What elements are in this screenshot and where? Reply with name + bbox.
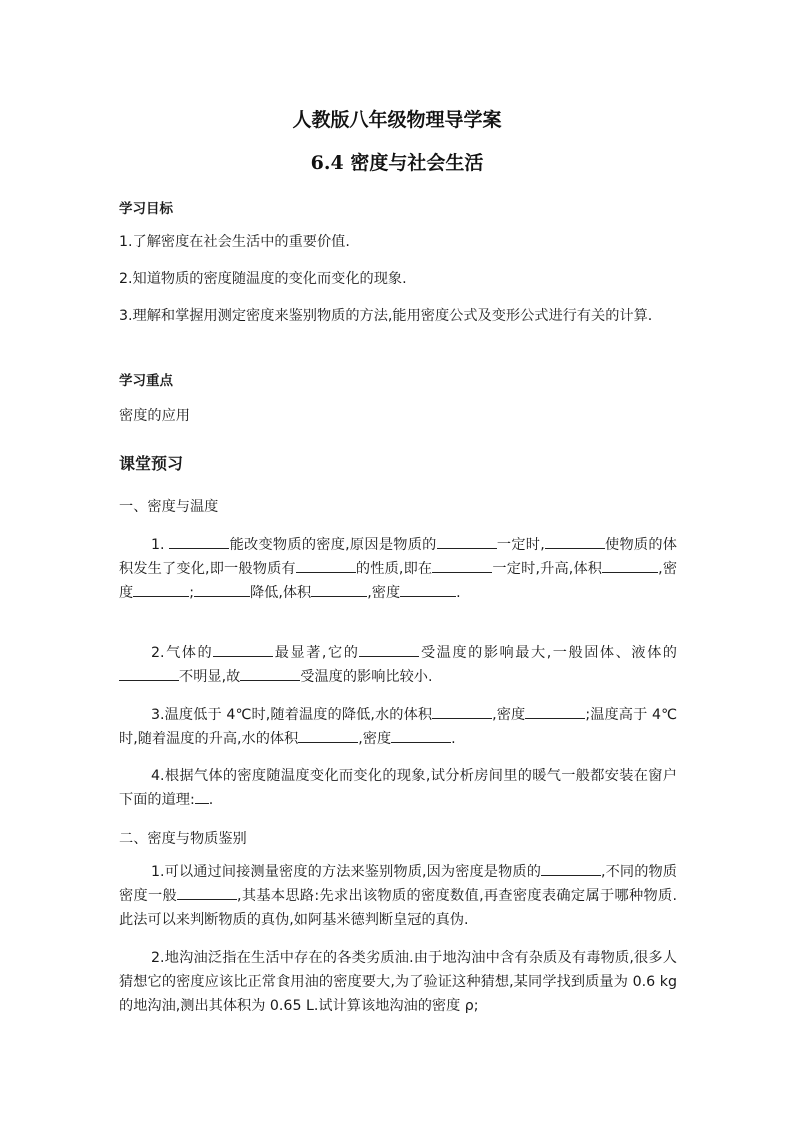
- answer-blank[interactable]: [432, 557, 492, 573]
- answer-blank[interactable]: [195, 788, 209, 804]
- answer-blank[interactable]: [119, 665, 179, 681]
- answer-blank[interactable]: [194, 581, 250, 597]
- lesson-title: 6.4 密度与社会生活: [310, 152, 484, 174]
- page-title: 人教版八年级物理导学案: [292, 109, 502, 131]
- answer-blank[interactable]: [169, 533, 229, 549]
- answer-blank[interactable]: [240, 665, 300, 681]
- question-4: 4.根据气体的密度随温度变化而变化的现象,试分析房间里的暖气一般都安装在窗户下面的道理: .: [119, 768, 677, 808]
- answer-blank[interactable]: [177, 884, 237, 900]
- answer-blank[interactable]: [213, 641, 273, 657]
- answer-blank[interactable]: [298, 727, 358, 743]
- question-5: 1.可以通过间接测量密度的方法来鉴别物质,因为密度是物质的 ,不同的物质密度一般 ,其基本思路:先求出该物质的密度数值,再查密度表确定属于哪种物质.此法可以来判断物质的真伪,如阿基米德判断皇冠的真伪.: [119, 860, 677, 932]
- question-1: 1. 能改变物质的密度,原因是物质的 一定时, 使物质的体积发生了变化,即一般物质有 的性质,即在 一定时,升高,体积 ,密度 ; 降低,体积 ,密度 .: [119, 533, 677, 605]
- answer-blank[interactable]: [545, 533, 605, 549]
- objectives-heading: 学习目标: [119, 201, 173, 217]
- focus-text: 密度的应用: [119, 408, 190, 424]
- answer-blank[interactable]: [359, 641, 419, 657]
- preview-heading: 课堂预习: [119, 454, 184, 473]
- answer-blank[interactable]: [400, 581, 456, 597]
- section-title: 二、密度与物质鉴别: [119, 831, 247, 847]
- answer-blank[interactable]: [133, 581, 189, 597]
- objective-item: 1.了解密度在社会生活中的重要价值.: [119, 234, 350, 250]
- answer-blank[interactable]: [525, 703, 585, 719]
- answer-blank[interactable]: [296, 557, 356, 573]
- section-title: 一、密度与温度: [119, 499, 219, 515]
- answer-blank[interactable]: [432, 703, 492, 719]
- answer-blank[interactable]: [602, 557, 658, 573]
- question-2: 2.气体的 最显著,它的 受温度的影响最大,一般固体、液体的不明显,故 受温度的影响比较小.: [119, 641, 677, 689]
- question-6: 2.地沟油泛指在生活中存在的各类劣质油.由于地沟油中含有杂质及有毒物质,很多人猜想它的密度应该比正常食用油的密度要大,为了验证这种猜想,某同学找到质量为 0.6 kg 的地沟油,测出其体积为 0.65 L.试计算该地沟油的密度 ρ;: [119, 950, 677, 1014]
- answer-blank[interactable]: [311, 581, 367, 597]
- objective-item: 2.知道物质的密度随温度的变化而变化的现象.: [119, 271, 407, 287]
- answer-blank[interactable]: [541, 860, 601, 876]
- question-3: 3.温度低于 4℃时,随着温度的降低,水的体积 ,密度 ;温度高于 4℃时,随着温度的升高,水的体积 ,密度 .: [119, 703, 677, 751]
- answer-blank[interactable]: [437, 533, 497, 549]
- answer-blank[interactable]: [391, 727, 451, 743]
- focus-heading: 学习重点: [119, 373, 173, 389]
- objective-item: 3.理解和掌握用测定密度来鉴别物质的方法,能用密度公式及变形公式进行有关的计算.: [119, 308, 653, 324]
